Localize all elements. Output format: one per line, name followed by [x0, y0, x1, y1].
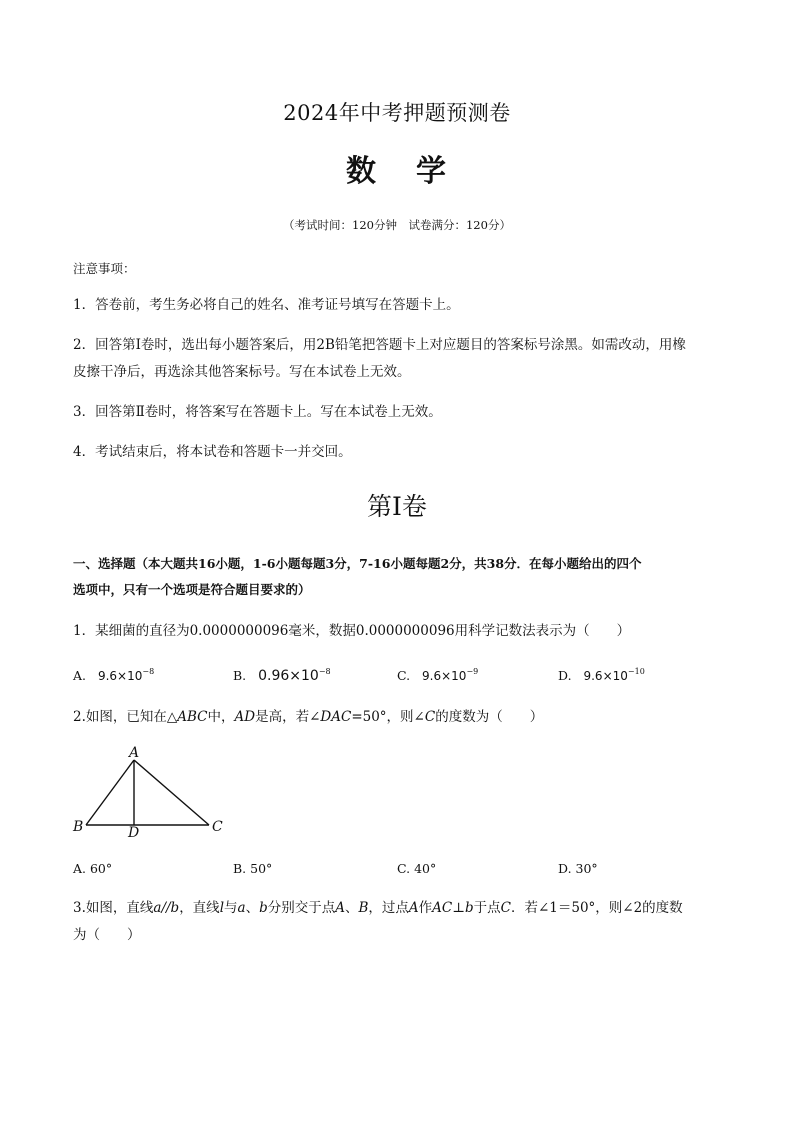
- q3-point-a: A: [408, 900, 419, 916]
- side-ab: [86, 760, 134, 825]
- q3-text: 、: [245, 900, 260, 916]
- q2-option-d: D. 30°: [558, 861, 598, 876]
- q2-stem-text: 2.如图，已知在△: [73, 709, 178, 725]
- q2-angle-name: DAC: [320, 709, 352, 725]
- q2-option-b: B. 50°: [233, 861, 273, 876]
- notice-item-2: 2．回答第Ⅰ卷时，选出每小题答案后，用2B铅笔把答题卡上对应题目的答案标号涂黑。如需改动，用橡: [73, 337, 686, 353]
- q3-line-b: b: [259, 900, 268, 916]
- q3-text: ，过点: [368, 900, 409, 916]
- q1-option-d: [558, 667, 645, 683]
- subject-heading: [0, 146, 794, 190]
- q3-line-a: a: [237, 900, 246, 916]
- q2-option-c: C. 40°: [397, 861, 437, 876]
- q2-triangle-name: ABC: [177, 709, 208, 725]
- q3-point-a: A: [335, 900, 345, 916]
- q1-option-a-exp: −8: [142, 667, 155, 676]
- q1-option-b: [233, 667, 331, 684]
- q1-option-c-letter: C.: [397, 668, 411, 683]
- q3-line-b: b: [464, 900, 474, 916]
- q1-option-b-letter: B.: [233, 668, 247, 683]
- q3-point-c: C: [500, 900, 511, 916]
- q1-option-d-exp: −10: [627, 667, 645, 676]
- notice-item-4: 4．考试结束后，将本试卷和答题卡一并交回。: [73, 444, 352, 460]
- q3-text: 与: [224, 900, 238, 916]
- q3-text: 3.如图，直线: [73, 900, 154, 916]
- q3-text: ．若∠1＝50°，则∠2的度数: [510, 900, 683, 916]
- q3-segment-ac: AC: [432, 900, 453, 916]
- q1-option-a-letter: A.: [73, 668, 87, 683]
- q1-option-c: [397, 667, 478, 683]
- q2-stem: [73, 703, 543, 731]
- q2-triangle-figure: [66, 745, 236, 845]
- notice-item-2-cont: 皮擦干净后，再选涂其他答案标号。写在本试卷上无效。: [73, 364, 411, 380]
- q1-option-d-base: 9.6×10: [583, 669, 628, 683]
- q3-text: 、: [344, 900, 359, 916]
- section-intro-line-2: 选项中，只有一个选项是符合题目要求的）: [73, 582, 311, 597]
- side-ac: [134, 760, 209, 825]
- q3-text: 作: [418, 900, 433, 916]
- section-intro-line-1: 一、选择题（本大题共16小题，1-6小题每题3分，7-16小题每题2分，共38分．在每小题给出的四个: [73, 556, 642, 571]
- q3-perp-symbol: ⊥: [452, 900, 465, 916]
- q2-stem-text: 是高，若∠: [255, 709, 321, 725]
- q3-stem-line-2: 为（ ）: [73, 927, 141, 943]
- paper-title: 2024年中考押题预测卷: [283, 101, 511, 125]
- q3-text: 分别交于点: [267, 900, 336, 916]
- q2-stem-text: 的度数为（ ）: [435, 709, 544, 725]
- q1-option-a: [73, 667, 154, 683]
- q1-option-b-base: 0.96×10: [258, 668, 319, 684]
- subject-char-1: 数: [346, 154, 378, 189]
- subject-char-2: 学: [416, 154, 448, 189]
- notice-item-3: 3．回答第Ⅱ卷时，将答案写在答题卡上。写在本试卷上无效。: [73, 404, 442, 420]
- label-b: B: [73, 819, 84, 835]
- q3-parallel: a//b: [153, 900, 180, 916]
- q1-stem: 1．某细菌的直径为0.0000000096毫米，数据0.0000000096用科学记数法表示为（ ）: [73, 623, 631, 639]
- q2-height-name: AD: [234, 709, 256, 725]
- q3-text: 于点: [473, 900, 501, 916]
- q1-option-c-exp: −9: [466, 667, 479, 676]
- exam-info: （考试时间：120分钟 试卷满分：120分）: [283, 218, 511, 232]
- q3-point-b: B: [358, 900, 369, 916]
- q1-option-c-base: 9.6×10: [422, 669, 467, 683]
- q1-option-a-base: 9.6×10: [97, 669, 143, 683]
- q1-option-d-letter: D.: [558, 668, 572, 683]
- notice-item-1: 1．答卷前，考生务必将自己的姓名、准考证号填写在答题卡上。: [73, 297, 460, 313]
- label-c: C: [212, 819, 223, 835]
- label-d: D: [128, 825, 140, 841]
- q3-stem-line-1: [73, 894, 683, 922]
- q2-stem-text: 中，: [207, 709, 235, 725]
- section-title: 第Ⅰ卷: [367, 492, 427, 521]
- q3-text: ，直线: [179, 900, 220, 916]
- q1-option-b-exp: −8: [318, 667, 331, 676]
- q2-option-a: A. 60°: [73, 861, 113, 876]
- label-a: A: [129, 745, 140, 761]
- notice-heading: 注意事项：: [73, 261, 136, 276]
- q3-line-l: l: [219, 900, 225, 916]
- q2-stem-text: =50°，则∠: [351, 709, 425, 725]
- q2-angle-c: C: [424, 709, 436, 725]
